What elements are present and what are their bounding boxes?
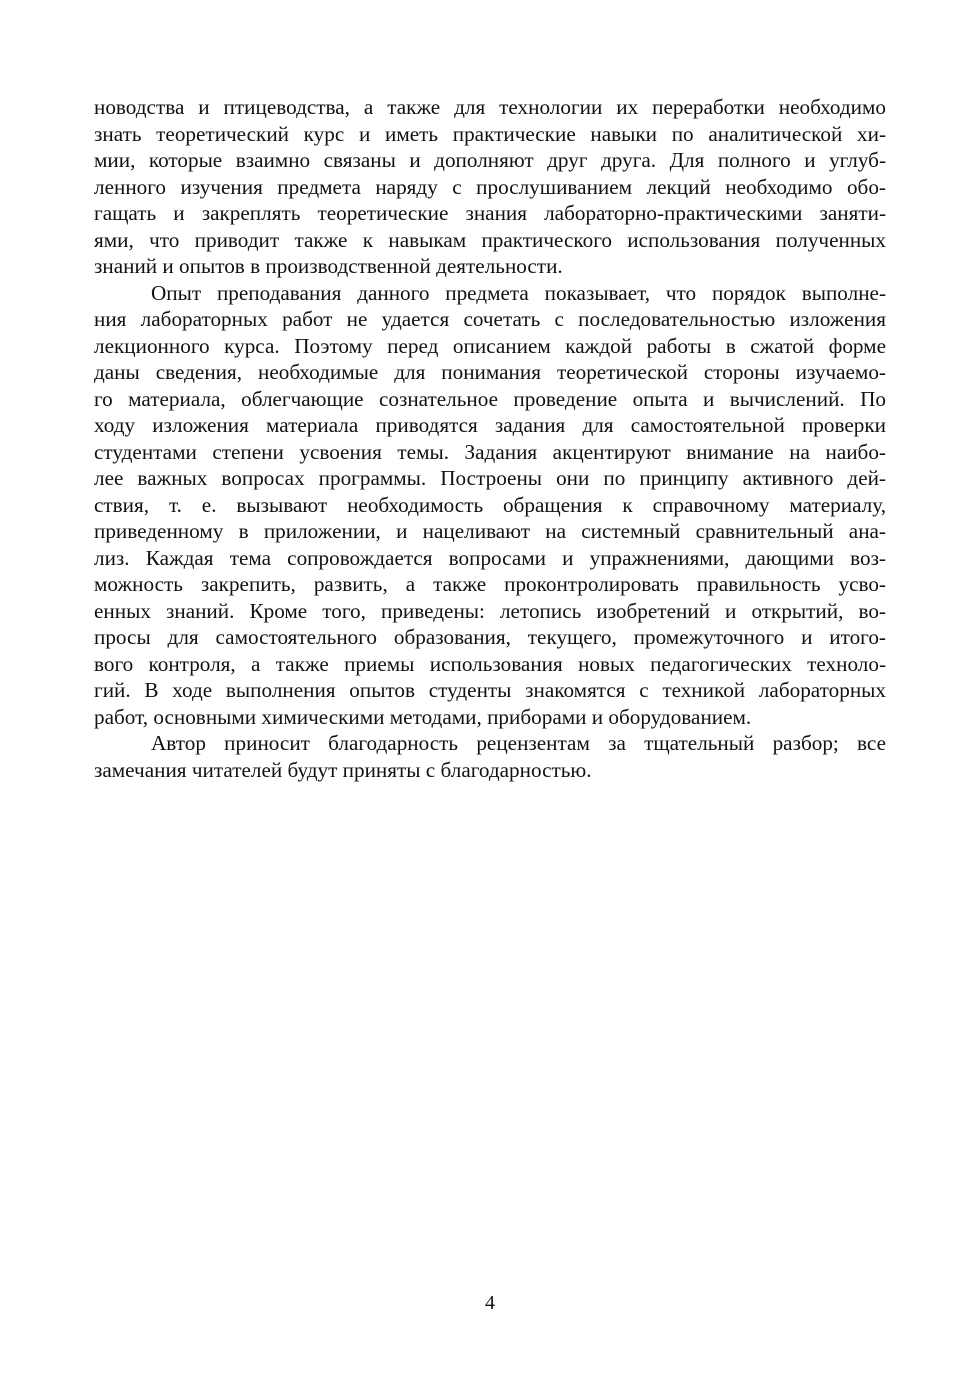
text-line: ния лабораторных работ не удается сочетать с последовательностью изложения	[94, 307, 886, 331]
text-line: просы для самостоятельного образования, текущего, промежуточного и итого-	[94, 625, 886, 649]
body-text	[94, 94, 886, 783]
text-line: даны сведения, необходимые для понимания теоретической стороны изучаемо-	[94, 360, 886, 384]
text-line: работ, основными химическими методами, приборами и оборудованием.	[94, 704, 752, 729]
text-line: новодства и птицеводства, а также для технологии их переработки необходимо	[94, 95, 886, 119]
text-line: енных знаний. Кроме того, приведены: летопись изобретений и открытий, во-	[94, 598, 886, 623]
text-line: лиз. Каждая тема сопровождается вопросами и упражнениями, дающими воз-	[94, 545, 886, 570]
text-line: знать теоретический курс и иметь практические навыки по аналитической хи-	[94, 121, 886, 146]
text-line: гий. В ходе выполнения опытов студенты знакомятся с техникой лабораторных	[94, 678, 886, 702]
paragraph-3	[94, 730, 886, 783]
text-line: мии, которые взаимно связаны и дополняют друг друга. Для полного и углуб-	[94, 148, 886, 172]
paragraph-1	[94, 94, 886, 280]
text-line: лекционного курса. Поэтому перед описанием каждой работы в сжатой форме	[94, 333, 886, 358]
text-line: можность закрепить, развить, а также проконтролировать правильность усво-	[94, 572, 886, 596]
text-line: студентами степени усвоения темы. Задания акцентируют внимание на наибо-	[94, 439, 886, 464]
text-line: вого контроля, а также приемы использования новых педагогических техноло-	[94, 651, 886, 676]
text-line: лее важных вопросах программы. Построены они по принципу активного дей-	[94, 466, 886, 490]
text-line: гащать и закреплять теоретические знания лабораторно-практическими заняти-	[94, 201, 886, 225]
text-line: Автор приносит благодарность рецензентам за тщательный разбор; все	[151, 731, 886, 755]
text-line: ходу изложения материала приводятся задания для самостоятельной проверки	[94, 413, 886, 437]
text-line: знаний и опытов в производственной деятельности.	[94, 254, 563, 278]
text-line: замечания читателей будут приняты с благодарностью.	[94, 757, 592, 782]
text-line: ленного изучения предмета наряду с прослушиванием лекций необходимо обо-	[94, 174, 886, 199]
page-number: 4	[485, 1292, 495, 1314]
text-line: го материала, облегчающие сознательное проведение опыта и вычислений. По	[94, 386, 886, 411]
text-line: Опыт преподавания данного предмета показывает, что порядок выполне-	[151, 280, 886, 305]
paragraph-2	[94, 280, 886, 731]
text-line: приведенному в приложении, и нацеливают на системный сравнительный ана-	[94, 519, 886, 543]
text-line: ствия, т. е. вызывают необходимость обращения к справочному материалу,	[94, 492, 886, 517]
text-line: ями, что приводит также к навыкам практического использования полученных	[94, 227, 886, 252]
